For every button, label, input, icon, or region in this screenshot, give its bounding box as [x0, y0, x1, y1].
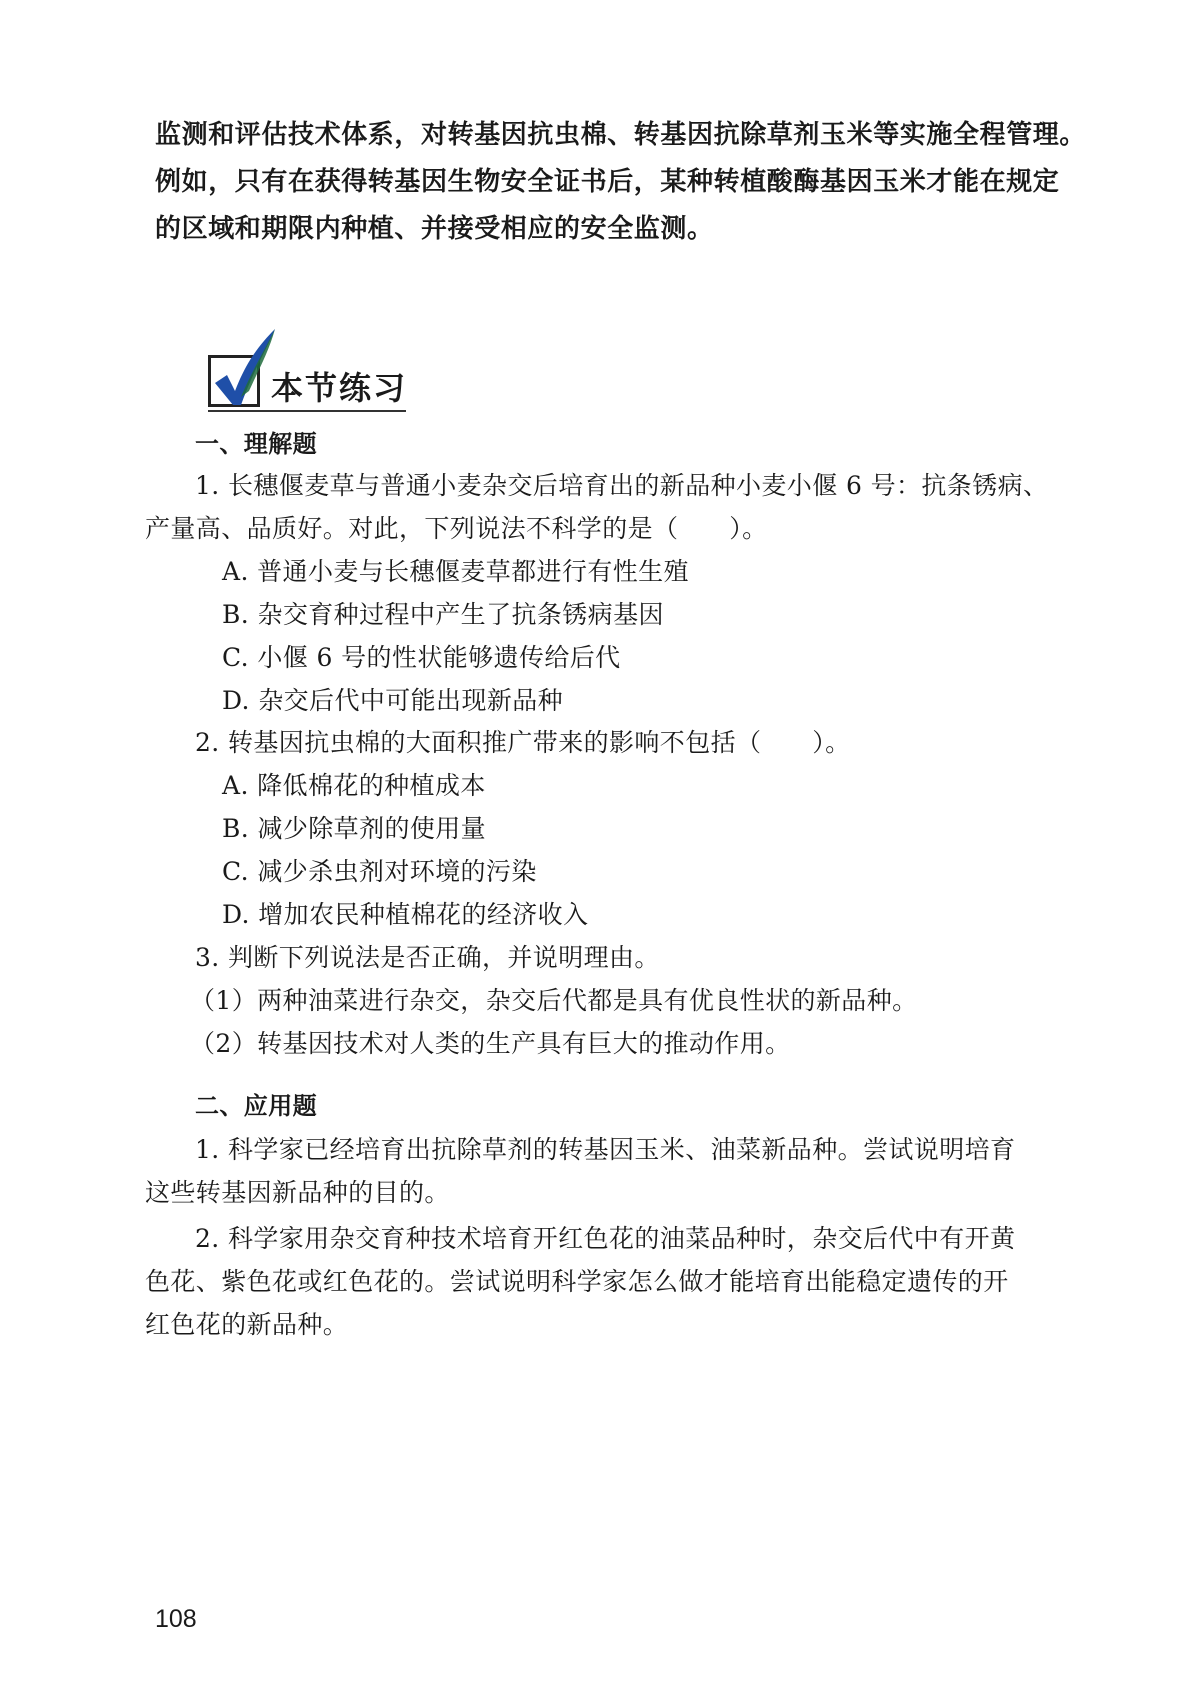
question-text: 2. 科学家用杂交育种技术培育开红色花的油菜品种时，杂交后代中有开黄 — [195, 1224, 1016, 1253]
option-c: C. 减少杀虫剂对环境的污染 — [222, 857, 537, 886]
section-title: 一、理解题 — [195, 430, 317, 458]
sub-item: （1）两种油菜进行杂交，杂交后代都是具有优良性状的新品种。 — [190, 986, 918, 1015]
question-text: 1. 科学家已经培育出抗除草剂的转基因玉米、油菜新品种。尝试说明培育 — [195, 1135, 1016, 1164]
question-text: 1. 长穗偃麦草与普通小麦杂交后培育出的新品种小麦小偃 6 号：抗条锈病、 — [195, 471, 1049, 500]
option-b: B. 杂交育种过程中产生了抗条锈病基因 — [222, 600, 664, 629]
option-a: A. 降低棉花的种植成本 — [222, 771, 486, 800]
question-text: 色花、紫色花或红色花的。尝试说明科学家怎么做才能培育出能稳定遗传的开 — [145, 1267, 1009, 1296]
section-heading — [205, 325, 410, 415]
question-text: 红色花的新品种。 — [145, 1310, 349, 1339]
section-title: 二、应用题 — [195, 1092, 317, 1120]
page-number: 108 — [155, 1605, 197, 1633]
option-b: B. 减少除草剂的使用量 — [222, 814, 487, 843]
intro-line: 监测和评估技术体系，对转基因抗虫棉、转基因抗除草剂玉米等实施全程管理。 — [155, 120, 1087, 150]
option-c: C. 小偃 6 号的性状能够遗传给后代 — [222, 643, 621, 672]
option-d: D. 杂交后代中可能出现新品种 — [222, 686, 564, 715]
heading-underline — [208, 410, 406, 412]
option-a: A. 普通小麦与长穗偃麦草都进行有性生殖 — [222, 557, 689, 586]
intro-paragraph — [155, 112, 1087, 253]
intro-line: 的区域和期限内种植、并接受相应的安全监测。 — [155, 214, 714, 244]
intro-line: 例如，只有在获得转基因生物安全证书后，某种转植酸酶基因玉米才能在规定 — [155, 167, 1060, 197]
heading-title: 本节练习 — [271, 369, 408, 407]
question-text: 这些转基因新品种的目的。 — [145, 1178, 450, 1207]
sub-item: （2）转基因技术对人类的生产具有巨大的推动作用。 — [190, 1029, 791, 1058]
question-text: 3. 判断下列说法是否正确，并说明理由。 — [195, 943, 660, 972]
question-text: 产量高、品质好。对此，下列说法不科学的是（ ）。 — [145, 514, 768, 543]
option-d: D. 增加农民种植棉花的经济收入 — [222, 900, 589, 929]
question-text: 2. 转基因抗虫棉的大面积推广带来的影响不包括（ ）。 — [195, 728, 851, 757]
